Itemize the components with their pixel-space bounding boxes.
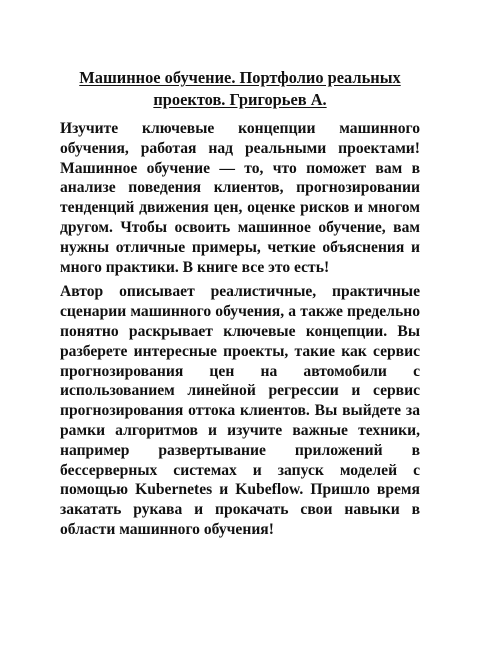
paragraph-intro: Изучите ключевые концепции машинного обучения, работая над реальными проектами! Машинное обучение — то, что поможет вам в анализе поведения клиентов, прогнозировании тенденций движения цен, оценке рисков и многом другом. Чтобы освоить машинное обучение, вам нужны отличные примеры, четкие объяснения и много практики. В книге все это есть! [60, 120, 420, 276]
document-title: Машинное обучение. Портфолио реальных проектов. Григорьев А. [79, 68, 401, 109]
document-page [60, 67, 420, 545]
paragraph-author: Автор описывает реалистичные, практичные сценарии машинного обучения, а также предельно понятно раскрывает ключевые концепции. Вы разберете интересные проекты, такие как сервис прогнозирования цен на автомобили с использованием линейной регрессии и сервис прогнозирования оттока клиентов. Вы выйдете за рамки алгоритмов и изучите важные техники, например развертывание приложений в бессерверных системах и запуск моделей с помощью Kubernetes и Kubeflow. Пришло время закатать рукава и прокачать свои навыки в области машинного обучения! [60, 283, 420, 538]
